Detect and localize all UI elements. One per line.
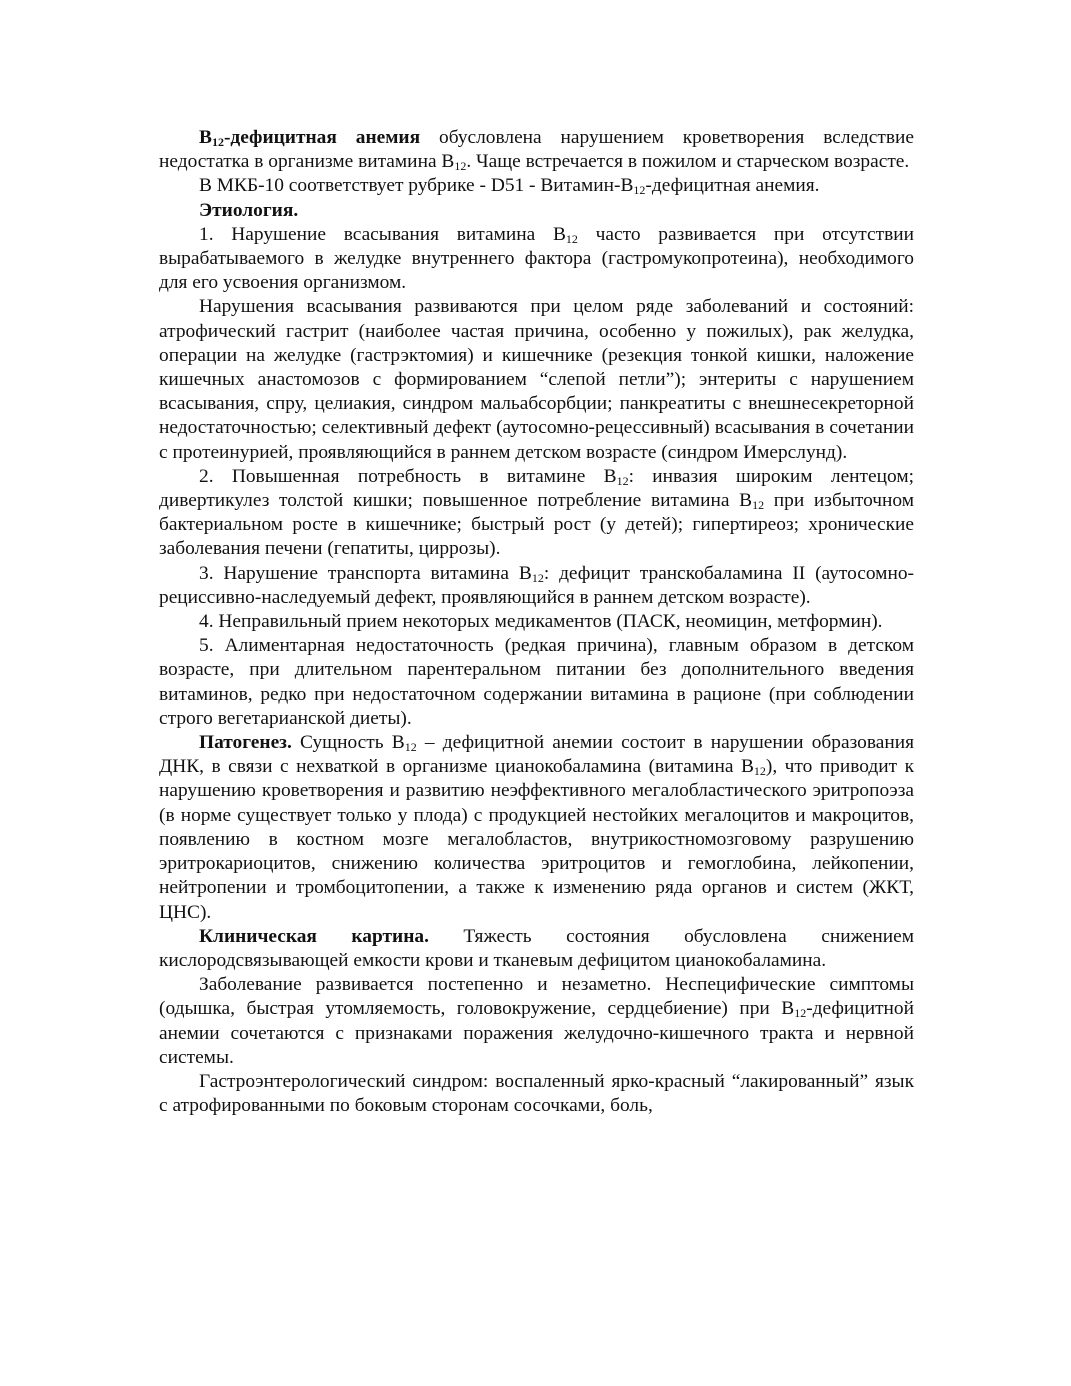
text-run: Клиническая картина. — [199, 925, 429, 947]
paragraph-etiology-5 — [159, 634, 914, 731]
text-run: 2. Повышенная потребность в витамине B — [199, 465, 617, 487]
paragraph-etiology-3 — [159, 562, 914, 610]
text-run: . Чаще встречается в пожилом и старческом возрасте. — [466, 151, 910, 173]
paragraph-etiology-2 — [159, 465, 914, 562]
text-run: ), что приводит к нарушению кроветворения и развитию неэффективного мегалобластического эритропоэза (в норме существует только у плода) с продукцией нестойких мегалоцитов и макроцитов, появлению в костном мозге мегалобластов, внутрикостномозговому разрушению эритрокариоцитов, снижению количества эритроцитов и гемоглобина, лейкопении, нейтропении и тромбоцитопении, а также к изменению ряда органов и систем (ЖКТ, ЦНС). — [159, 756, 915, 923]
paragraph-malabsorption-causes — [159, 295, 914, 464]
paragraph-gastro-syndrome — [159, 1070, 914, 1118]
text-run: 12 — [211, 135, 224, 149]
paragraph-onset — [159, 973, 914, 1070]
text-run: при избыточном бактериальном росте в кишечнике; быстрый рост (у детей); гипертиреоз; хронические заболевания печени (гепатиты, циррозы). — [159, 490, 915, 560]
text-run: 12 — [565, 231, 578, 246]
paragraph-definition — [159, 126, 914, 174]
text-run: 1. Нарушение всасывания витамина B — [199, 223, 566, 245]
text-run: -дефицитная анемия. — [645, 175, 820, 197]
paragraph-icd10 — [159, 174, 914, 198]
text-run: обусловлена нарушением кроветворения вследствие недостатка в организме витамина B — [159, 127, 914, 173]
text-run: -дефицитная анемия — [223, 127, 421, 148]
heading-etiology — [159, 199, 914, 223]
text-run: 12 — [794, 1006, 807, 1021]
text-run: Патогенез. — [199, 732, 292, 754]
text-run: В МКБ-10 соответствует рубрике - D51 - Витамин-B — [199, 175, 634, 197]
text-run: 4. Неправильный прием некоторых медикаментов (ПАСК, неомицин, метформин). — [199, 611, 883, 633]
text-run: -дефицитной анемии сочетаются с признаками поражения желудочно-кишечного тракта и нервной системы. — [159, 998, 914, 1068]
text-run: 12 — [633, 183, 646, 198]
paragraph-clinical-picture — [159, 925, 914, 973]
paragraph-pathogenesis — [159, 731, 914, 925]
paragraph-etiology-4 — [159, 610, 914, 634]
text-run: : дефицит транскобаламина II (аутосомно-рециссивно-наследуемый дефект, проявляющийся в раннем детском возрасте). — [159, 562, 914, 608]
text-run: 12 — [531, 570, 544, 585]
text-run: Этиология. — [199, 199, 299, 221]
text-run: 12 — [404, 740, 417, 755]
text-run: Тяжесть состояния обусловлена снижением кислородсвязывающей емкости крови и тканевым дефицитом цианокобаламина. — [159, 925, 914, 971]
text-run: Гастроэнтерологический синдром: воспаленный ярко-красный “лакированный” язык с атрофированными по боковым сторонам сосочками, боль, — [159, 1070, 914, 1117]
text-run: часто развивается при отсутствии вырабатываемого в желудке внутреннего фактора (гастромукопротеина), необходимого для его усвоения организмом. — [159, 223, 914, 294]
text-run: B — [199, 127, 212, 148]
text-run: 12 — [616, 473, 629, 488]
text-run: 3. Нарушение транспорта витамина B — [199, 562, 532, 584]
paragraph-etiology-1 — [159, 223, 914, 296]
text-run: Нарушения всасывания развиваются при целом ряде заболеваний и состояний: атрофический гастрит (наиболее частая причина, особенно у пожилых), рак желудка, операции на желудке (гастрэктомия) и кишечнике (резекция тонкой кишки, наложение кишечных анастомозов с формированием “слепой петли”); энтериты с нарушением всасывания, спру, целиакия, синдром мальабсорбции; панкреатиты с внешнесекреторной недостаточностью; селективный дефект (аутосомно-рецессивный) всасывания в сочетании с протеинурией, проявляющийся в раннем детском возрасте (синдром Имерслунд). — [159, 296, 914, 463]
text-run: 12 — [752, 498, 765, 513]
text-run: : инвазия широким лентецом; дивертикулез толстой кишки; повышенное потребление витамина B — [159, 465, 914, 512]
text-run: 12 — [753, 764, 766, 779]
document-page — [159, 126, 914, 1118]
text-run: Заболевание развивается постепенно и незаметно. Неспецифические симптомы (одышка, быстрая утомляемость, головокружение, сердцебиение) при B — [159, 974, 914, 1020]
text-run: 5. Алиментарная недостаточность (редкая причина), главным образом в детском возрасте, при длительном парентеральном питании без дополнительного введения витаминов, редко при недостаточном содержании витамина в рационе (при соблюдении строго вегетарианской диеты). — [159, 635, 914, 729]
text-run: 12 — [454, 159, 467, 174]
text-run: Сущность B — [291, 732, 405, 754]
text-run: – дефицитной анемии состоит в нарушении образования ДНК, в связи с нехваткой в организме цианокобаламина (витамина B — [159, 732, 914, 778]
